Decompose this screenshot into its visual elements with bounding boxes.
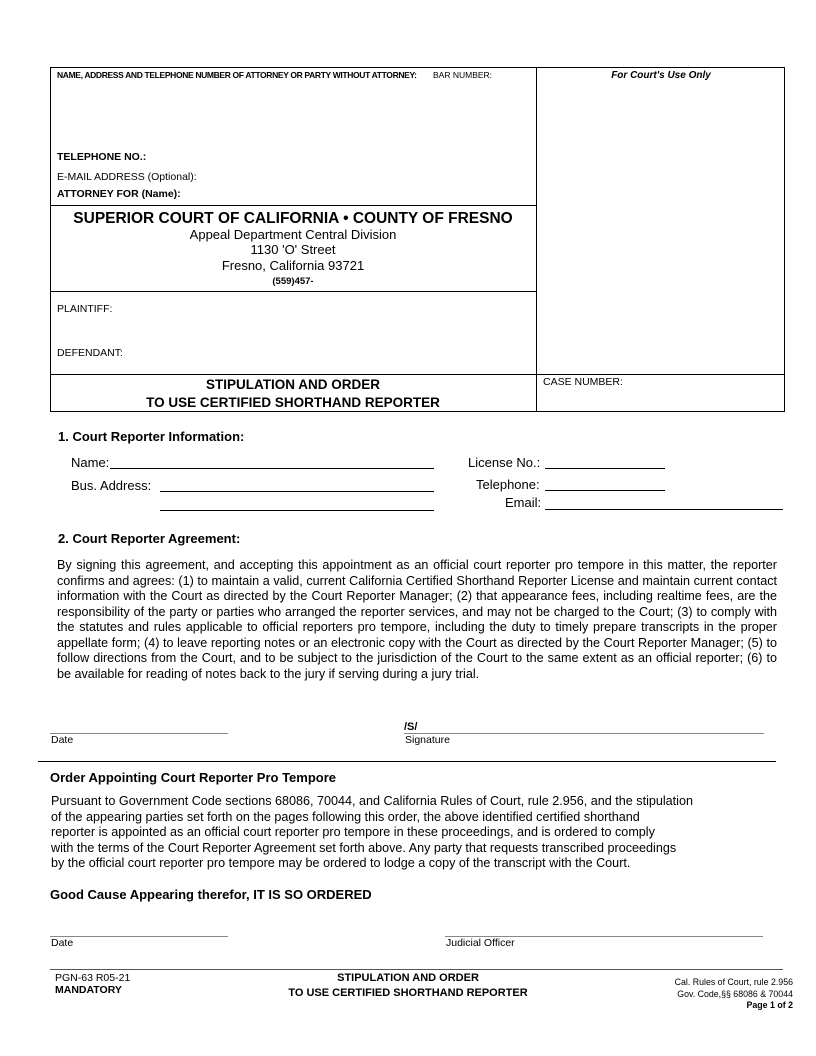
address-field-line1[interactable] <box>160 491 434 492</box>
caption-divider-title <box>50 374 785 375</box>
bar-number-label: BAR NUMBER: <box>433 70 493 80</box>
good-cause-statement: Good Cause Appearing therefor, IT IS SO ORDERED <box>50 887 372 902</box>
caption-divider-vertical <box>536 67 537 412</box>
order-heading: Order Appointing Court Reporter Pro Tempore <box>50 770 337 785</box>
order-date-label: Date <box>51 937 74 949</box>
attorney-label: NAME, ADDRESS AND TELEPHONE NUMBER OF ATTORNEY OR PARTY WITHOUT ATTORNEY: <box>57 70 417 80</box>
court-street: 1130 'O' Street <box>250 242 336 257</box>
footer-divider <box>50 969 783 970</box>
telephone-field[interactable] <box>545 490 665 491</box>
section-divider <box>38 761 776 762</box>
telephone-label: Telephone: <box>476 477 540 492</box>
footer-title-line2: TO USE CERTIFIED SHORTHAND REPORTER <box>288 987 528 999</box>
order-text-line: Pursuant to Government Code sections 68086, 70044, and California Rules of Court, rule 2.956, and the stipulation <box>51 794 693 808</box>
court-title: SUPERIOR COURT OF CALIFORNIA • COUNTY OF FRESNO <box>73 210 513 227</box>
court-division: Appeal Department Central Division <box>189 227 397 242</box>
agreement-text: By signing this agreement, and accepting this appointment as an official court reporter pro tempore in this matter, the reporter confirms and agrees: (1) to maintain a valid, current California Certified Shorthand Reporter License and maintain current contact information with the Court as directed by the Court Reporter Manager; (2) that appearance fees, including realtime fees, are the responsibility of the party or parties who arranged the reporter services, and may not be charged to the Court; (3) to comply with the statutes and rules applicable to official reporters pro tempore, including the duty to timely prepare transcripts in the proper appellate form; (4) to leave reporting notes or an electronic copy with the Court as directed by the Court Reporter Manager; (5) to follow directions from the Court, and to be subject to the jurisdiction of the Court to the same extent as an official reporter; (6) to be available for reading of notes back to the jury if serving during a jury trial. <box>57 558 777 681</box>
agreement-date-line[interactable] <box>50 733 228 734</box>
license-field[interactable] <box>545 468 665 469</box>
defendant-label: DEFENDANT: <box>57 347 123 359</box>
court-city: Fresno, California 93721 <box>221 258 365 273</box>
order-text <box>51 794 771 872</box>
footer-rules-line1: Cal. Rules of Court, rule 2.956 <box>674 977 793 987</box>
court-phone: (559)457- <box>272 276 314 287</box>
reporter-name-label: Name: <box>71 455 110 470</box>
agreement-heading: 2. Court Reporter Agreement: <box>58 531 241 546</box>
signature-line[interactable] <box>404 733 764 734</box>
mandatory-label: MANDATORY <box>55 984 122 996</box>
footer-rules-line2: Gov. Code,§§ 68086 & 70044 <box>677 989 793 999</box>
page-number: Page 1 of 2 <box>746 1000 793 1010</box>
case-number-label: CASE NUMBER: <box>543 376 623 388</box>
order-text-line: reporter is appointed as an official court reporter pro tempore in these proceedings, and is ordered to comply <box>51 825 655 840</box>
document-title-line1: STIPULATION AND ORDER <box>206 377 380 392</box>
footer-title-line1: STIPULATION AND ORDER <box>337 972 479 984</box>
attorney-for-label: ATTORNEY FOR (Name): <box>57 188 181 200</box>
document-title-line2: TO USE CERTIFIED SHORTHAND REPORTER <box>146 395 440 410</box>
email-label: Email: <box>505 495 542 510</box>
order-text-line: with the terms of the Court Reporter Agreement set forth above. Any party that requests transcribed proceedings <box>51 840 677 855</box>
email-field[interactable] <box>545 509 783 510</box>
judicial-officer-label: Judicial Officer <box>446 937 515 949</box>
reporter-name-field[interactable] <box>110 468 434 469</box>
email-label: E-MAIL ADDRESS (Optional): <box>57 171 197 183</box>
form-number: PGN-63 R05-21 <box>55 972 131 984</box>
signature-prefix: /S/ <box>404 721 418 733</box>
agreement-date-label: Date <box>51 734 74 746</box>
address-field-line2[interactable] <box>160 510 434 511</box>
court-use-label: For Court's Use Only <box>611 70 711 81</box>
address-label: Bus. Address: <box>71 478 152 493</box>
signature-label: Signature <box>405 734 450 746</box>
license-label: License No.: <box>468 455 541 470</box>
telephone-label: TELEPHONE NO.: <box>57 151 147 163</box>
order-date-line[interactable] <box>50 936 228 937</box>
reporter-info-heading: 1. Court Reporter Information: <box>58 429 245 444</box>
order-text-line: by the official court reporter pro tempore may be ordered to lodge a copy of the transcript with the Court. <box>51 856 631 871</box>
plaintiff-label: PLAINTIFF: <box>57 303 113 315</box>
caption-divider-parties <box>50 291 537 292</box>
order-text-line: of the appearing parties set forth on the pages following this order, the above identified certified shorthand <box>51 809 640 824</box>
caption-divider-court <box>50 205 537 206</box>
